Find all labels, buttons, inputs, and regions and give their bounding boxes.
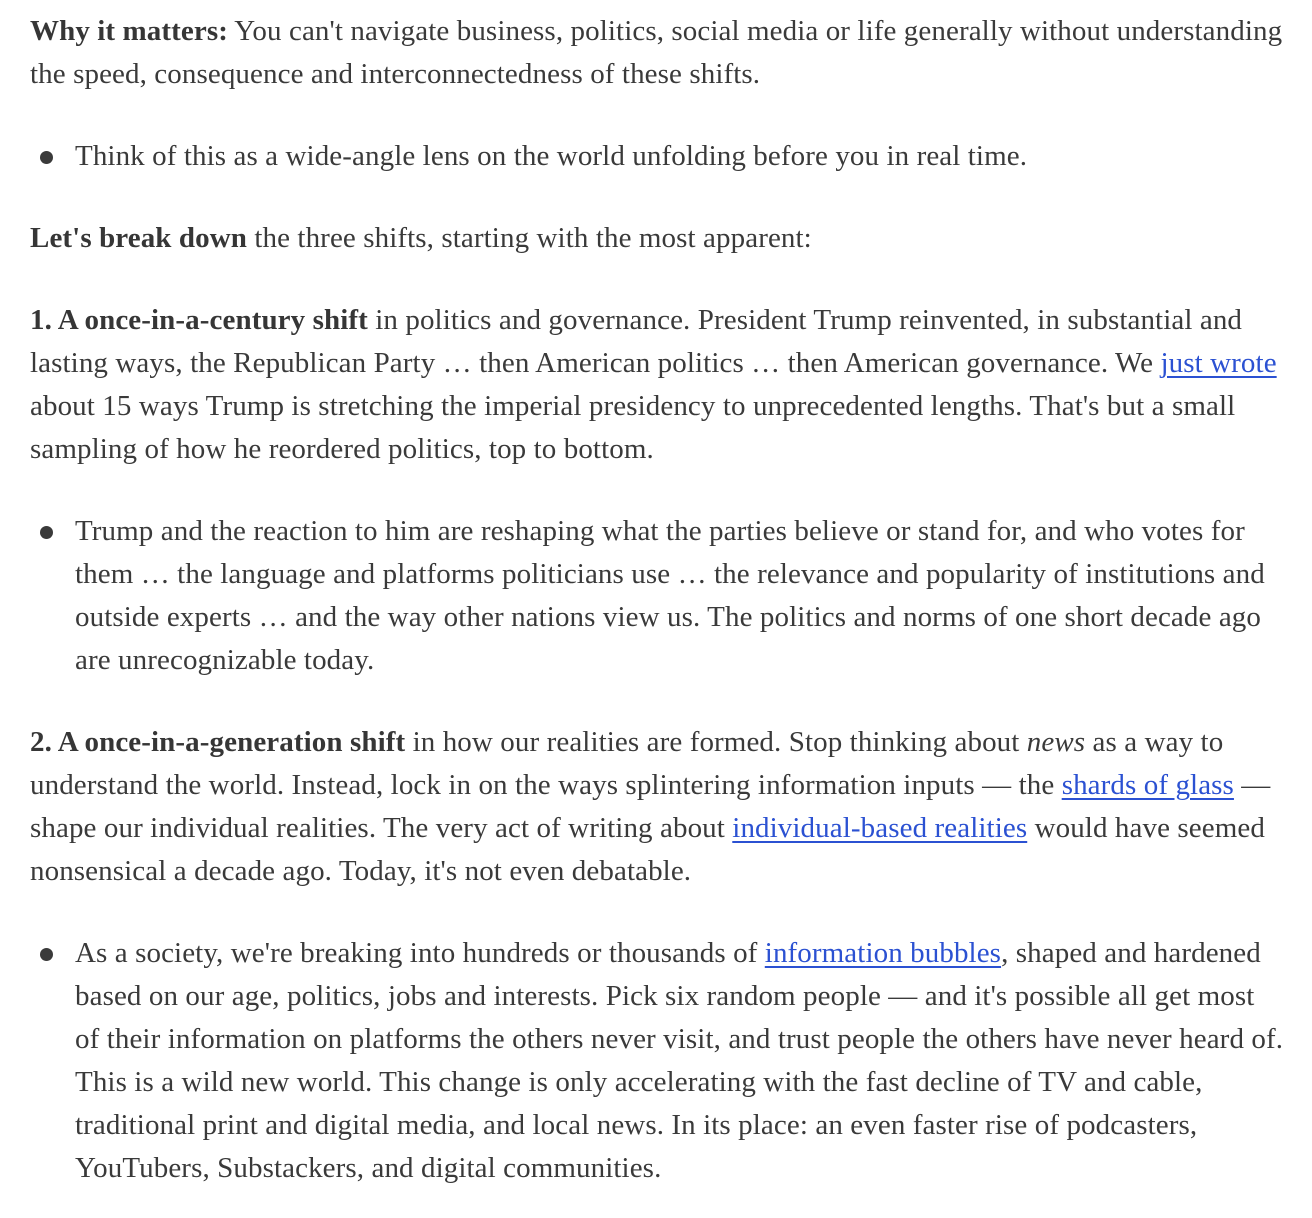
bullet-dot: [40, 948, 53, 961]
bullet-text: [75, 140, 1027, 172]
paragraph: [30, 217, 1286, 260]
bullet-item: [30, 510, 1286, 682]
link-shards-of-glass[interactable]: shards of glass: [1061, 769, 1234, 801]
bullet-dot: [40, 526, 53, 539]
paragraph: [30, 299, 1286, 471]
text-segment: You can't navigate business, politics, social media or life generally without understanding the speed, consequence and interconnectedness of these shifts.: [30, 15, 1283, 90]
bullet-text: [75, 937, 1283, 1184]
bold-text: Let's break down: [30, 222, 247, 254]
text-segment: — shape our individual realities. The very act of writing about: [30, 769, 1271, 844]
text-segment: the three shifts, starting with the most apparent:: [247, 222, 812, 254]
bold-text: 2. A once-in-a-generation shift: [30, 726, 406, 758]
bullet-item: [30, 135, 1286, 178]
text-segment: in how our realities are formed. Stop thinking about: [405, 726, 1027, 758]
text-segment: as a way to understand the world. Instead, lock in on the ways splintering information inputs — the: [30, 726, 1224, 801]
text-segment: Trump and the reaction to him are reshaping what the parties believe or stand for, and who votes for them … the language and platforms politicians use … the relevance and popularity of institutions and outside experts … and the way other nations view us. The politics and norms of one short decade ago are unrecognizable today.: [75, 515, 1265, 676]
text-segment: Think of this as a wide-angle lens on the world unfolding before you in real time.: [75, 140, 1028, 172]
bold-text: 1. A once-in-a-century shift: [30, 304, 368, 336]
text-segment: , shaped and hardened based on our age, politics, jobs and interests. Pick six random people — and it's possible all get most of their information on platforms the others never visit, and trust people the others have never heard of. This is a wild new world. This change is only accelerating with the fast decline of TV and cable, traditional print and digital media, and local news. In its place: an even faster rise of podcasters, YouTubers, Substackers, and digital communities.: [75, 937, 1284, 1184]
link-just-wrote[interactable]: just wrote: [1160, 347, 1277, 379]
link-information-bubbles[interactable]: information bubbles: [764, 937, 1002, 969]
italic-text: news: [1026, 726, 1086, 758]
text-segment: would have seemed nonsensical a decade ago. Today, it's not even debatable.: [30, 812, 1265, 887]
bullet-text: [75, 515, 1265, 676]
bold-text: Why it matters:: [30, 15, 229, 47]
text-segment: in politics and governance. President Trump reinvented, in substantial and lasting ways, the Republican Party … then American politics … then American governance. We: [30, 304, 1243, 379]
paragraph: [30, 721, 1286, 893]
paragraph: [30, 10, 1286, 96]
text-segment: about 15 ways Trump is stretching the imperial presidency to unprecedented lengths. That's but a small sampling of how he reordered politics, top to bottom.: [30, 390, 1236, 465]
link-individual-based-realities[interactable]: individual-based realities: [732, 812, 1028, 844]
bullet-dot: [40, 151, 53, 164]
bullet-item: [30, 932, 1286, 1190]
text-segment: As a society, we're breaking into hundreds or thousands of: [75, 937, 765, 969]
